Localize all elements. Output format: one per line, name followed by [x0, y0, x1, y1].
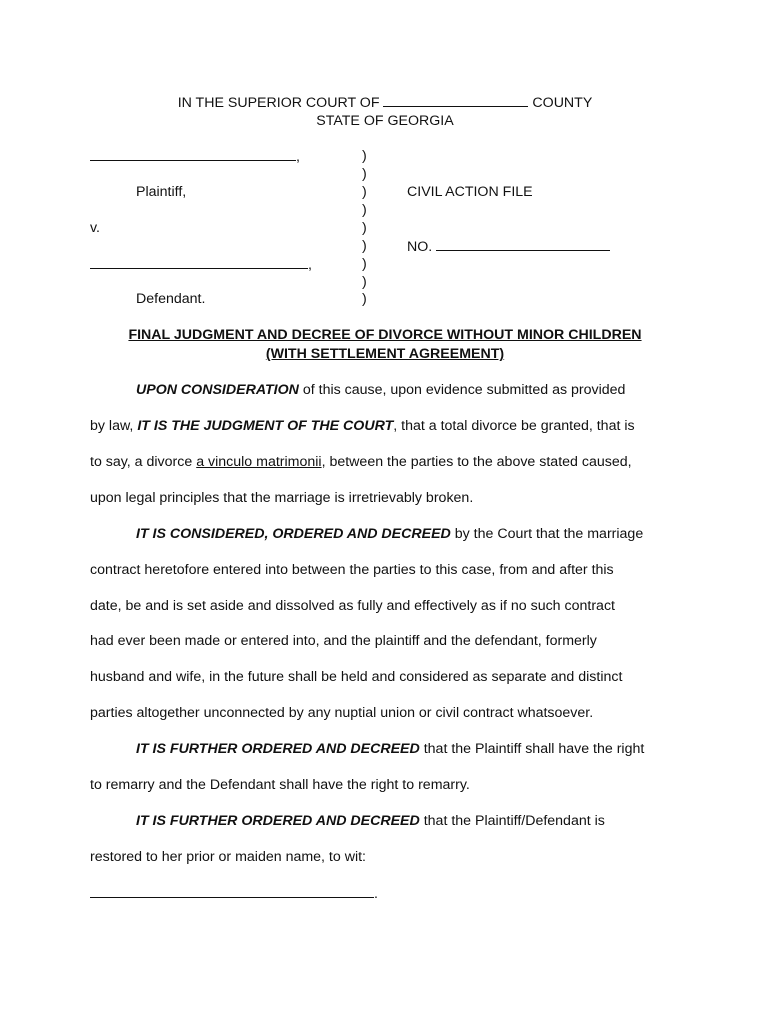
body-line [136, 525, 643, 543]
body-text: , between the parties to the above stated caused, [321, 454, 632, 470]
body-line: upon legal principles that the marriage is irretrievably broken. [90, 490, 474, 506]
emphasis-text: IT IS THE JUDGMENT OF THE COURT [137, 418, 394, 434]
body-line [136, 381, 625, 399]
state-heading: STATE OF GEORGIA [316, 113, 454, 129]
caption-paren: ) [362, 148, 367, 164]
body-line [136, 740, 644, 758]
body-line: to remarry and the Defendant shall have the right to remarry. [90, 777, 470, 793]
body-text: , that a total divorce be granted, that is [393, 418, 635, 434]
defendant-label: Defendant. [136, 291, 206, 307]
body-line: restored to her prior or maiden name, to wit: [90, 849, 366, 865]
body-line [90, 417, 635, 435]
county-blank[interactable] [383, 93, 528, 107]
latin-term: a vinculo matrimonii [196, 454, 322, 470]
caption-paren: ) [362, 202, 367, 218]
court-prefix: IN THE SUPERIOR COURT OF [177, 95, 380, 111]
caption-paren: ) [362, 256, 367, 272]
emphasis-text: IT IS FURTHER ORDERED AND DECREED [136, 741, 420, 757]
defendant-name-blank[interactable] [90, 255, 308, 269]
plaintiff-comma: , [296, 149, 300, 165]
period-text: . [374, 886, 378, 902]
body-line [90, 453, 632, 471]
body-line: parties altogether unconnected by any nuptial union or civil contract whatsoever. [90, 705, 594, 721]
maiden-name-blank[interactable] [90, 884, 374, 898]
plaintiff-label: Plaintiff, [136, 184, 187, 200]
body-line [136, 812, 605, 830]
caption-paren: ) [362, 291, 367, 307]
civil-action-label: CIVIL ACTION FILE [407, 184, 533, 200]
emphasis-text: IT IS FURTHER ORDERED AND DECREED [136, 813, 420, 829]
case-number-line [407, 237, 610, 256]
defendant-comma: , [308, 257, 312, 273]
court-suffix: COUNTY [532, 95, 593, 111]
judgment-title: FINAL JUDGMENT AND DECREE OF DIVORCE WITHOUT MINOR CHILDREN [128, 327, 642, 343]
body-line: contract heretofore entered into between the parties to this case, from and after this [90, 562, 614, 578]
emphasis-text: IT IS CONSIDERED, ORDERED AND DECREED [136, 526, 451, 542]
body-text: that the Plaintiff/Defendant is [419, 813, 605, 829]
body-text: that the Plaintiff shall have the right [419, 741, 645, 757]
defendant-name-line [90, 255, 312, 274]
body-line: husband and wife, in the future shall be held and considered as separate and distinct [90, 669, 623, 685]
case-number-blank[interactable] [436, 237, 610, 251]
judgment-subtitle: (WITH SETTLEMENT AGREEMENT) [265, 346, 505, 362]
body-line: date, be and is set aside and dissolved as fully and effectively as if no such contract [90, 598, 615, 614]
body-line: had ever been made or entered into, and the plaintiff and the defendant, formerly [90, 633, 597, 649]
maiden-name-line [90, 884, 378, 903]
plaintiff-name-line [90, 147, 300, 166]
versus-label: v. [90, 220, 100, 236]
body-text: of this cause, upon evidence submitted as provided [298, 382, 626, 398]
plaintiff-name-blank[interactable] [90, 147, 296, 161]
body-text: by law, [90, 418, 138, 434]
caption-paren: ) [362, 166, 367, 182]
case-number-label: NO. [407, 239, 433, 255]
court-heading [0, 93, 770, 112]
caption-paren: ) [362, 274, 367, 290]
caption-paren: ) [362, 238, 367, 254]
caption-paren: ) [362, 220, 367, 236]
body-text: by the Court that the marriage [450, 526, 644, 542]
emphasis-text: UPON CONSIDERATION [136, 382, 299, 398]
body-text: to say, a divorce [90, 454, 197, 470]
caption-paren: ) [362, 184, 367, 200]
